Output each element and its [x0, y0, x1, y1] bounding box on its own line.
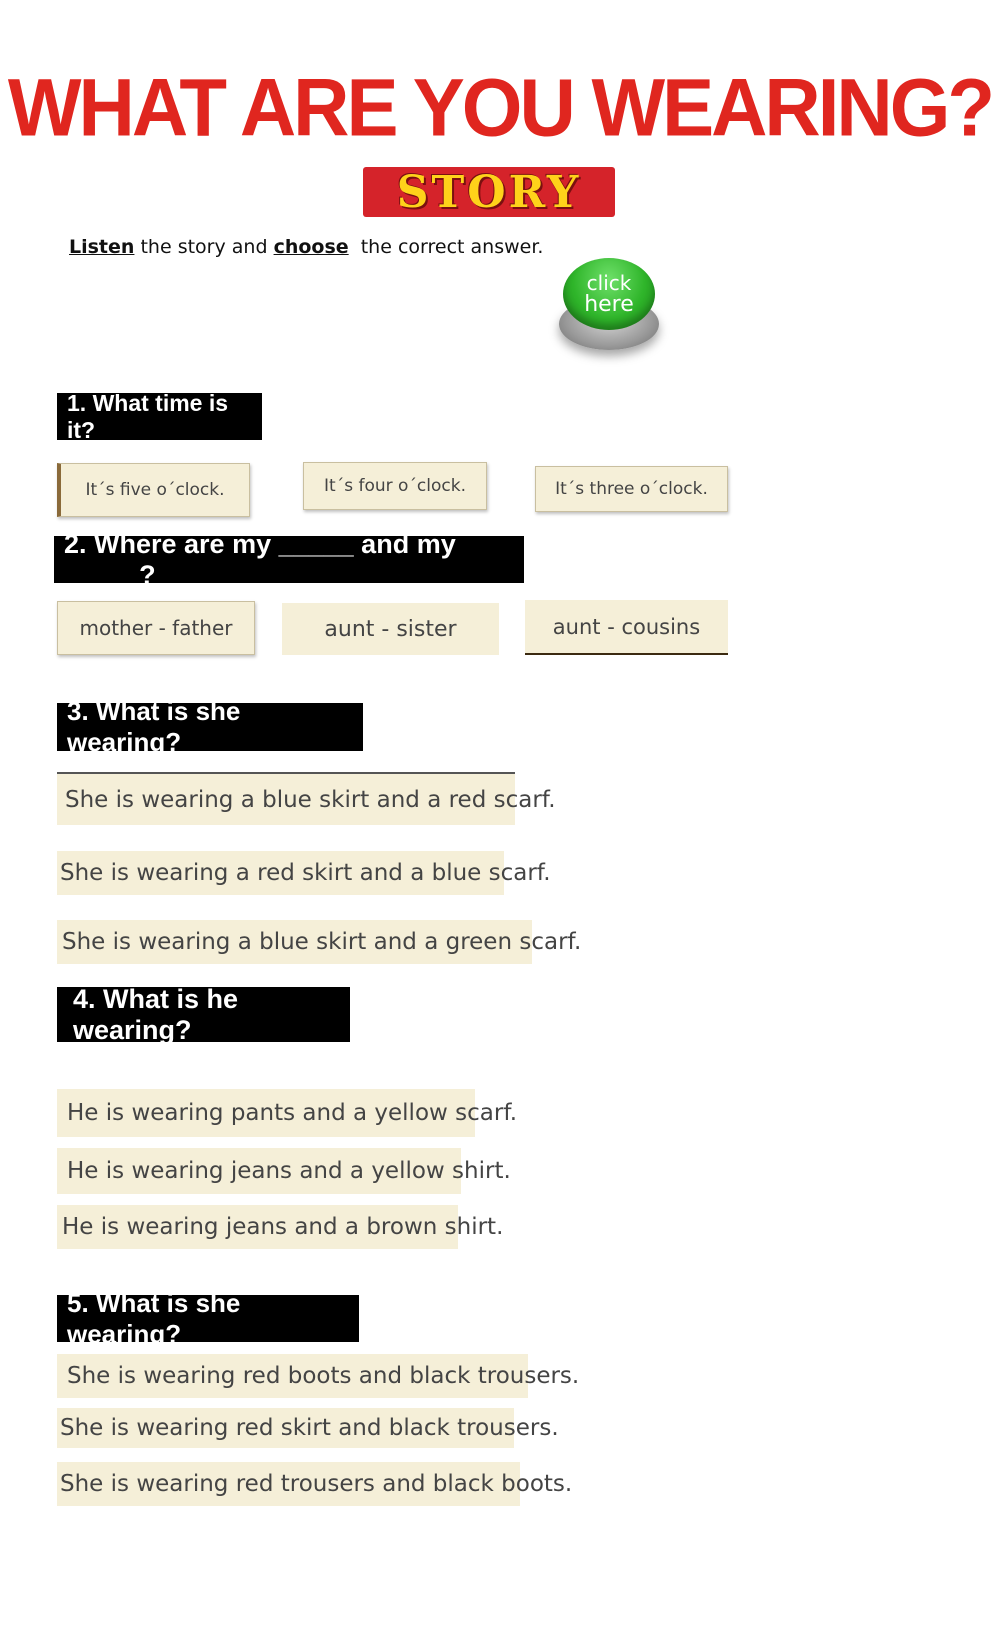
q2-option-1[interactable]: mother - father	[57, 601, 255, 655]
q4-option-3[interactable]: He is wearing jeans and a brown shirt.	[57, 1205, 458, 1249]
q5-option-1[interactable]: She is wearing red boots and black trousers.	[57, 1354, 528, 1398]
click-label-line1: click	[586, 271, 632, 295]
question-1-heading: 1. What time is it?	[57, 393, 262, 440]
q4-option-2[interactable]: He is wearing jeans and a yellow shirt.	[57, 1148, 461, 1194]
instruction-middle: the story and	[134, 236, 274, 258]
q3-option-3[interactable]: She is wearing a blue skirt and a green scarf.	[57, 920, 532, 964]
q5-option-2[interactable]: She is wearing red skirt and black trousers.	[57, 1408, 514, 1448]
q2-option-3[interactable]: aunt - cousins	[525, 600, 728, 655]
question-3-heading: 3. What is she wearing?	[57, 703, 363, 751]
q1-option-2[interactable]: It´s four o´clock.	[303, 462, 487, 510]
q2-option-2[interactable]: aunt - sister	[282, 603, 499, 655]
click-label-line2: here	[584, 292, 634, 317]
story-badge: STORY	[363, 167, 615, 217]
page-title: WHAT ARE YOU WEARING?	[7, 60, 993, 154]
instruction-listen: Listen	[69, 236, 135, 258]
q1-option-1[interactable]: It´s five o´clock.	[57, 463, 250, 517]
q1-option-3[interactable]: It´s three o´clock.	[535, 466, 728, 512]
click-here-button[interactable]	[559, 258, 659, 352]
instructions	[69, 236, 543, 258]
button-cap[interactable]	[563, 258, 655, 330]
q4-option-1[interactable]: He is wearing pants and a yellow scarf.	[57, 1089, 475, 1137]
question-2-heading: 2. Where are my _____ and my _____?	[54, 536, 524, 583]
question-5-heading: 5. What is she wearing?	[57, 1295, 359, 1342]
q3-option-1[interactable]: She is wearing a blue skirt and a red scarf.	[57, 772, 515, 825]
instruction-choose: choose	[273, 236, 349, 258]
instruction-end: the correct answer.	[348, 236, 544, 258]
q5-option-3[interactable]: She is wearing red trousers and black boots.	[57, 1462, 520, 1506]
q3-option-2[interactable]: She is wearing a red skirt and a blue scarf.	[57, 851, 504, 895]
question-4-heading: 4. What is he wearing?	[57, 987, 350, 1042]
